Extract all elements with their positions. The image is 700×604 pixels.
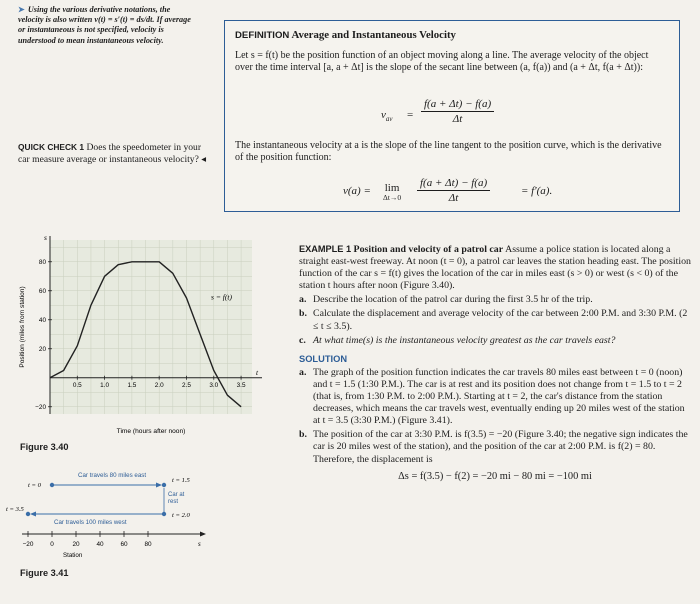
- x-tick-label: 3.0: [209, 381, 219, 389]
- eq2-limit: [383, 183, 401, 203]
- eq2-denominator: Δt: [448, 192, 459, 204]
- number-line-figure: [6, 468, 214, 564]
- question-c-text: At what time(s) is the instantaneous velocity greatest as the car travels east?: [313, 334, 616, 346]
- y-tick-label: 60: [38, 287, 46, 295]
- eq1-numerator: f(a + Δt) − f(a): [421, 98, 494, 112]
- solution-b: [299, 429, 691, 465]
- x-axis-label: Time (hours after noon): [116, 428, 186, 435]
- start-point: [50, 483, 54, 487]
- definition-text: Let s = f(t) be the position function of an object moving along a line. The average velocity of the object over the time interval [a, a + Δt] is the slope of the secant line between (a, f(a)) and (a + Δt, f(a + Δt)):: [235, 50, 649, 74]
- curve-label: s = f(t): [211, 292, 232, 302]
- average-velocity-fraction: [421, 98, 494, 125]
- x-tick-label: 1.5: [127, 381, 137, 389]
- east-arrow-head: [156, 483, 162, 488]
- eq2-lim-text: lim: [384, 182, 400, 194]
- s-axis-letter: s: [44, 233, 47, 242]
- t0-label: t = 0: [28, 482, 41, 489]
- solution-a-text: The graph of the position function indicates the car travels 80 miles east between t = 0 (noon) and t = 1.5 (1:30 P.M.). The car is at rest and its position does not change from t = 1.5 to t = 2 (that is, from 1:30 P.M. to 2:00 P.M.). Starting at t = 2, the car's distance from the station decreases, which means the car travels west, eventually ending up 20 miles west of the station at t = 3.5 (3:30 P.M.) (Figure 3.41).: [313, 366, 685, 427]
- eq2-numerator: f(a + Δt) − f(a): [417, 177, 490, 191]
- vav-symbol: v: [381, 109, 386, 121]
- x-tick-label: 1.0: [100, 381, 110, 389]
- number-line-letter: s: [198, 540, 201, 548]
- solution-a: [299, 367, 691, 427]
- question-b-text: Calculate the displacement and average velocity of the car between 2:00 P.M. and 3:30 P.M. (2 ≤ t ≤ 3.5).: [313, 308, 688, 332]
- travels-east-label: Car travels 80 miles east: [78, 472, 147, 479]
- example-1: [299, 243, 691, 483]
- figure-340-caption: Figure 3.40: [20, 442, 69, 452]
- x-tick-label: 2.0: [154, 381, 164, 389]
- y-tick-label: 40: [38, 316, 46, 324]
- eq1-denominator: Δt: [452, 113, 463, 125]
- west-arrow-head: [30, 512, 36, 517]
- number-line-tick-label: 80: [144, 541, 152, 548]
- example-intro: [299, 243, 691, 292]
- end-point: [26, 512, 30, 516]
- vav-subscript: av: [385, 115, 393, 124]
- t15-label: t = 1.5: [172, 477, 190, 484]
- quick-check-arrow-icon: ◂: [201, 154, 207, 165]
- margin-arrow-icon: ➤: [18, 5, 25, 14]
- eq2-rhs: = f′(a).: [521, 185, 553, 197]
- eq2-lim-sub: Δt→0: [383, 193, 402, 202]
- instantaneous-velocity-formula: [343, 175, 623, 211]
- y-tick-label: 20: [38, 345, 46, 353]
- question-c: [299, 335, 691, 347]
- number-line-tick-label: 60: [120, 541, 128, 548]
- y-tick-label: −20: [35, 403, 46, 411]
- eq2-fraction: [417, 177, 490, 204]
- y-axis-label: Position (miles from station): [19, 286, 26, 368]
- at-rest-label-1: Car at: [168, 492, 185, 498]
- definition-title: [235, 29, 456, 41]
- x-tick-label: 3.5: [236, 381, 246, 389]
- rest-point-top: [162, 483, 166, 487]
- instantaneous-velocity-text: The instantaneous velocity at a is the slope of the line tangent to the position curve, which is the derivative of the position function:: [235, 140, 662, 164]
- example-title: Position and velocity of a patrol car: [353, 244, 504, 255]
- question-a: [299, 294, 691, 306]
- number-line-arrow-icon: [200, 532, 206, 537]
- definition-box: [224, 20, 680, 212]
- question-b: [299, 308, 691, 332]
- number-line-tick-label: 40: [96, 541, 104, 548]
- average-velocity-formula: $v_{av}$ = $\frac{f(a + \Delta t) - f(a)}{\Delta t}$: [333, 94, 593, 138]
- question-c-label: c.: [299, 334, 306, 346]
- example-intro-text: Assume a police station is located along a straight east-west freeway. At noon (t = 0), a patrol car leaves the station heading east. The position function of the car s = f(t) gives the location of the car in miles east (s > 0) or west (s < 0) of the station t hours after noon (Figure 3.40).: [299, 244, 691, 292]
- station-label: Station: [63, 552, 83, 559]
- margin-note: [18, 5, 196, 46]
- at-rest-label-2: rest: [168, 499, 179, 505]
- figure-341-caption: Figure 3.41: [20, 568, 69, 578]
- example-label: EXAMPLE 1: [299, 244, 352, 254]
- margin-note-text: Using the various derivative notations, the velocity is also written v(t) = s′(t) = ds/dt. If average or instantaneous is not specified, velocity is understood to mean instantaneous velocity.: [18, 5, 191, 45]
- t-axis-letter: t: [256, 367, 259, 377]
- eq2-lhs: v(a) =: [343, 185, 371, 197]
- question-a-text: Describe the location of the patrol car during the first 3.5 hr of the trip.: [313, 294, 593, 306]
- definition-keyword: DEFINITION: [235, 30, 290, 41]
- displacement-equation: Δs = f(3.5) − f(2) = −20 mi − 80 mi = −100 mi: [398, 470, 592, 482]
- number-line-tick-label: −20: [22, 541, 34, 548]
- t35-label: t = 3.5: [6, 506, 24, 513]
- question-a-label: a.: [299, 294, 307, 306]
- x-tick-label: 2.5: [182, 381, 191, 389]
- quick-check: [18, 141, 210, 166]
- solution-heading: SOLUTION: [299, 353, 348, 364]
- number-line-tick-label: 20: [72, 541, 80, 548]
- x-tick-label: 0.5: [72, 381, 82, 389]
- quick-check-text: Does the speedometer in your car measure average or instantaneous velocity?: [18, 142, 202, 165]
- position-chart: [14, 232, 284, 438]
- solution-b-text: The position of the car at 3:30 P.M. is f(3.5) = −20 (Figure 3.40; the negative sign indicates the car is 20 miles west of the station), and the position of the car at 2:00 P.M. is f(2) = 80. Therefore, the displacement is: [313, 429, 688, 465]
- number-line-tick-label: 0: [50, 541, 54, 548]
- solution-b-label: b.: [299, 429, 307, 441]
- solution-a-label: a.: [299, 366, 307, 378]
- definition-heading: Average and Instantaneous Velocity: [291, 29, 456, 41]
- t20-label: t = 2.0: [172, 512, 190, 519]
- y-tick-label: 80: [38, 258, 46, 266]
- quick-check-label: QUICK CHECK 1: [18, 142, 85, 152]
- travels-west-label: Car travels 100 miles west: [54, 519, 127, 526]
- question-b-label: b.: [299, 308, 307, 320]
